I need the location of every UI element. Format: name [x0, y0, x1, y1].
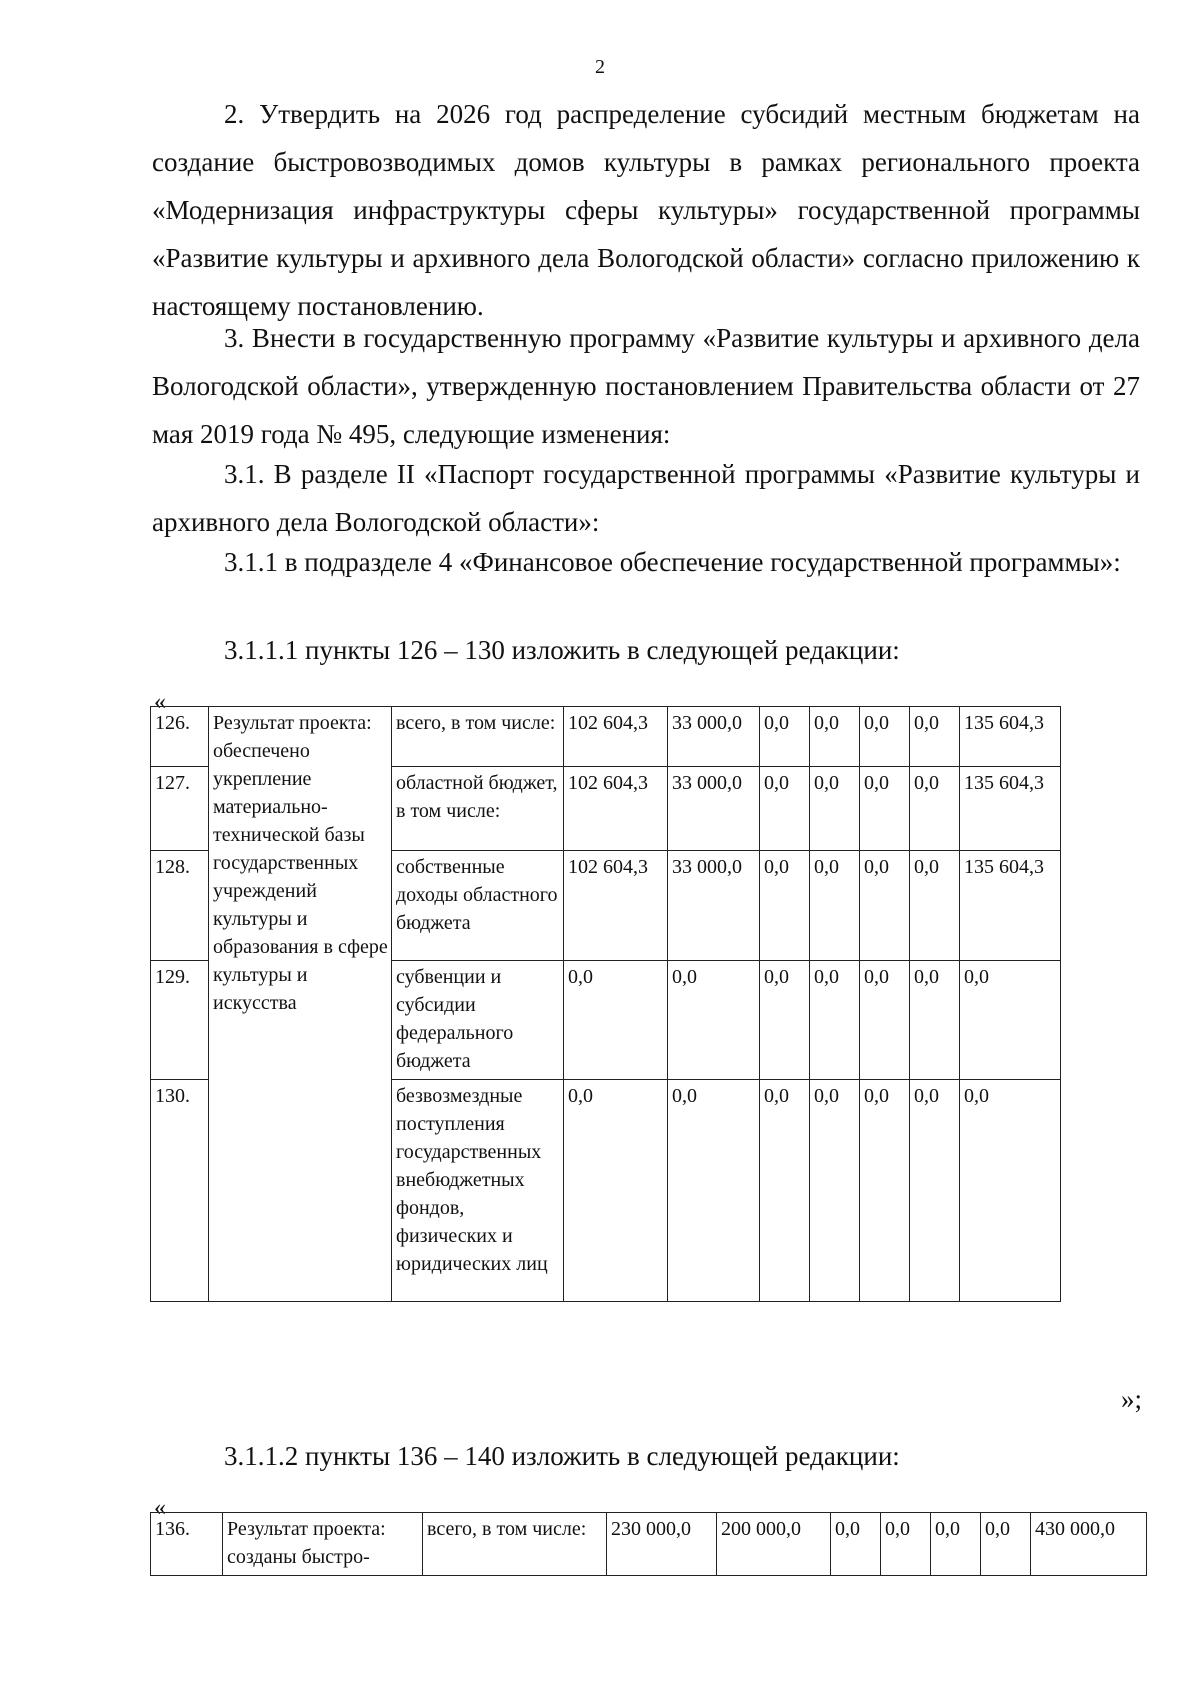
value-cell: 0,0 — [910, 767, 960, 851]
page-number: 2 — [595, 56, 605, 78]
value-cell: 0,0 — [860, 961, 910, 1080]
value-cell: 102 604,3 — [564, 851, 668, 961]
value-cell: 102 604,3 — [564, 707, 668, 767]
paragraph-2: 2. Утвердить на 2026 год распределение субсидий местным бюджетам на создание быстровозводимых домов культуры в рамках регионального проекта «Модернизация инфраструктуры сферы культуры» государственной программы «Развитие культуры и архивного дела Вологодской области» согласно приложению к настоящему постановлению. — [152, 99, 1140, 321]
paragraph-3-1-1: 3.1.1 в подразделе 4 «Финансовое обеспечение государственной программы»: — [224, 547, 1121, 577]
close-quote: »; — [1120, 1384, 1142, 1414]
value-cell: 33 000,0 — [668, 851, 760, 961]
paragraph-3: 3. Внести в государственную программу «Развитие культуры и архивного дела Вологодской области», утвержденную постановлением Правительства области от 27 мая 2019 года № 495, следующие изменения: — [152, 323, 1140, 449]
value-cell: 0,0 — [810, 1080, 860, 1302]
source-cell: всего, в том числе: — [392, 707, 564, 767]
value-cell: 0,0 — [668, 1080, 760, 1302]
value-cell: 33 000,0 — [668, 767, 760, 851]
value-cell: 0,0 — [860, 1080, 910, 1302]
value-cell: 0,0 — [810, 961, 860, 1080]
total-cell: 135 604,3 — [960, 767, 1061, 851]
value-cell: 0,0 — [810, 767, 860, 851]
total-cell: 0,0 — [960, 1080, 1061, 1302]
value-cell: 33 000,0 — [668, 707, 760, 767]
value-cell: 200 000,0 — [717, 1513, 831, 1576]
value-cell: 102 604,3 — [564, 767, 668, 851]
value-cell: 0,0 — [881, 1513, 931, 1576]
value-cell: 0,0 — [831, 1513, 881, 1576]
source-cell: субвенции и субсидии федерального бюджета — [392, 961, 564, 1080]
value-cell: 0,0 — [564, 1080, 668, 1302]
table-row — [151, 1513, 1147, 1576]
row-number: 136. — [151, 1513, 223, 1576]
value-cell: 0,0 — [760, 961, 810, 1080]
source-cell: собственные доходы областного бюджета — [392, 851, 564, 961]
open-quote: « — [154, 1495, 166, 1521]
value-cell: 0,0 — [810, 851, 860, 961]
value-cell: 0,0 — [760, 707, 810, 767]
value-cell: 0,0 — [931, 1513, 981, 1576]
value-cell: 0,0 — [760, 1080, 810, 1302]
total-cell: 135 604,3 — [960, 851, 1061, 961]
value-cell: 0,0 — [810, 707, 860, 767]
row-number: 126. — [151, 707, 209, 767]
source-cell: безвозмездные поступления государственных внебюджетных фондов, физических и юридических лиц — [392, 1080, 564, 1302]
value-cell: 0,0 — [981, 1513, 1031, 1576]
value-cell: 0,0 — [860, 767, 910, 851]
value-cell: 0,0 — [564, 961, 668, 1080]
project-result-cell: Результат проекта: созданы быстро- — [223, 1513, 423, 1576]
budget-table-2 — [150, 1512, 1147, 1576]
source-cell: областной бюджет, в том числе: — [392, 767, 564, 851]
value-cell: 0,0 — [668, 961, 760, 1080]
row-number: 128. — [151, 851, 209, 961]
value-cell: 0,0 — [860, 851, 910, 961]
value-cell: 230 000,0 — [607, 1513, 717, 1576]
value-cell: 0,0 — [910, 707, 960, 767]
row-number: 127. — [151, 767, 209, 851]
budget-table-1 — [150, 706, 1061, 1302]
value-cell: 0,0 — [910, 961, 960, 1080]
value-cell: 0,0 — [910, 851, 960, 961]
total-cell: 135 604,3 — [960, 707, 1061, 767]
row-number: 130. — [151, 1080, 209, 1302]
row-number: 129. — [151, 961, 209, 1080]
open-quote: « — [154, 689, 166, 715]
table-row — [151, 707, 1061, 767]
total-cell: 0,0 — [960, 961, 1061, 1080]
source-cell: всего, в том числе: — [423, 1513, 607, 1576]
value-cell: 0,0 — [760, 851, 810, 961]
value-cell: 0,0 — [860, 707, 910, 767]
paragraph-3-1: 3.1. В разделе II «Паспорт государственной программы «Развитие культуры и архивного дела Вологодской области»: — [152, 459, 1140, 537]
subhead-3-1-1-1: 3.1.1.1 пункты 126 – 130 изложить в следующей редакции: — [224, 635, 900, 665]
project-result-cell: Результат проекта: обеспечено укрепление материально-технической базы государственных учреждений культуры и образования в сфере культуры и искусства — [209, 707, 392, 1302]
value-cell: 0,0 — [910, 1080, 960, 1302]
value-cell: 0,0 — [760, 767, 810, 851]
total-cell: 430 000,0 — [1031, 1513, 1147, 1576]
subhead-3-1-1-2: 3.1.1.2 пункты 136 – 140 изложить в следующей редакции: — [224, 1441, 900, 1471]
